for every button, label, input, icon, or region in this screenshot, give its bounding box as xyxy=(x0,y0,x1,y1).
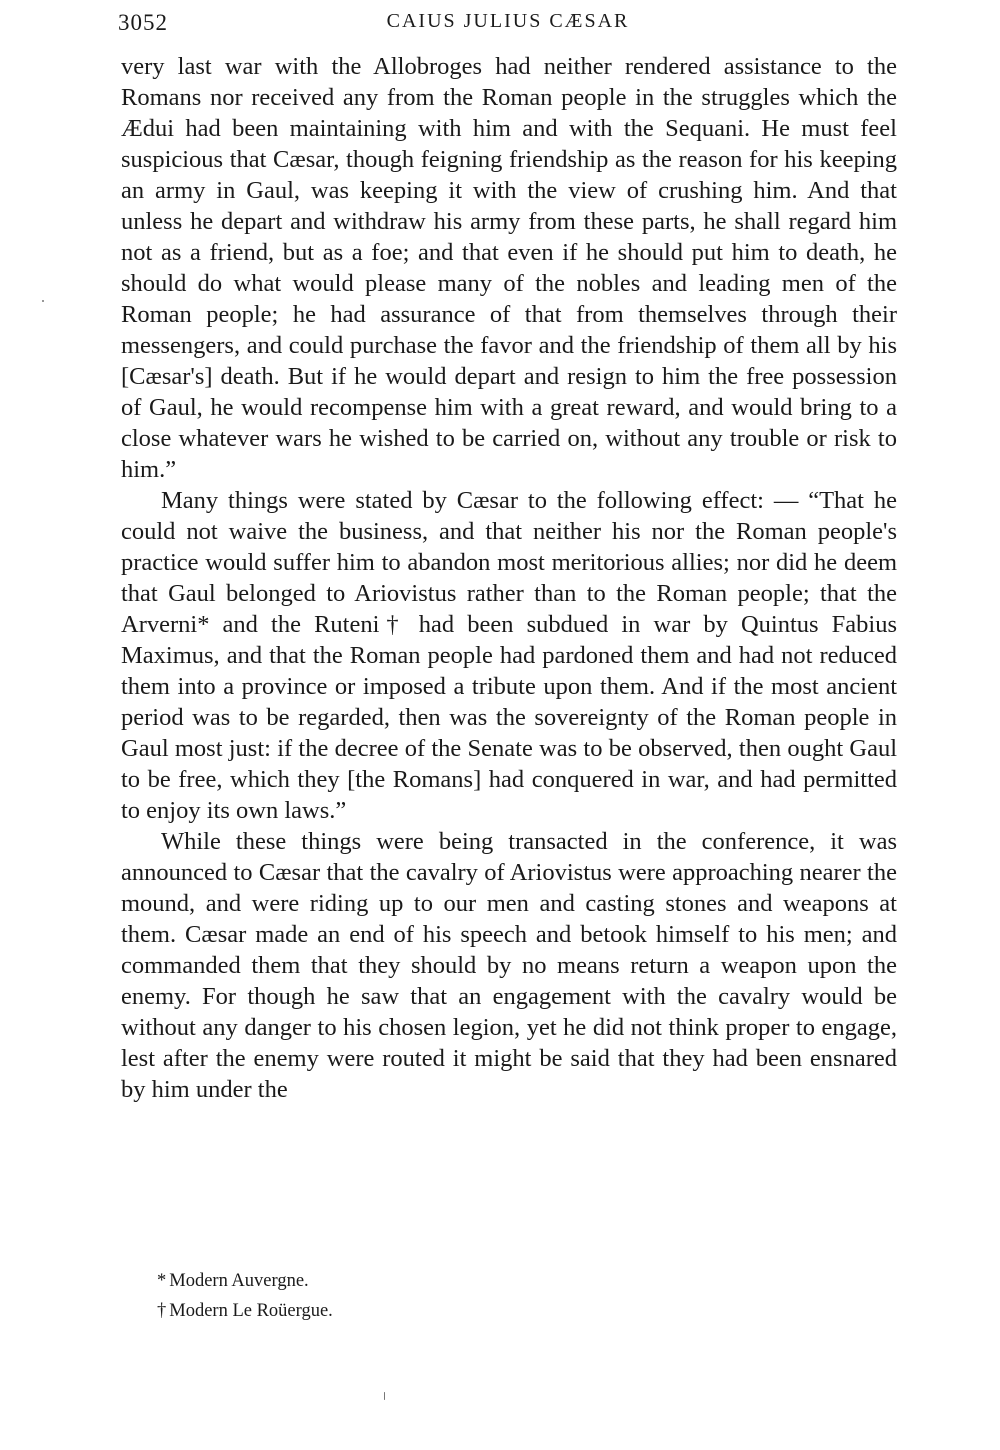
footnote-mark: * xyxy=(157,1271,167,1291)
paragraph-2: Many things were stated by Cæsar to the following effect: — “That he could not waive the business, and that neither his nor the Roman people's practice would suffer him to abandon most meritorious allies; nor did he deem that Gaul belonged to Ariovistus rather than to the Roman people; that the Arverni* and the Ruteni† had been subdued in war by Quintus Fabius Maximus, and that the Roman people had pardoned them and had not reduced them into a province or imposed a tribute upon them. And if the most ancient period was to be regarded, then was the sovereignty of the Roman people in Gaul most just: if the decree of the Senate was to be observed, then ought Gaul to be free, which they [the Romans] had conquered in war, and had permitted to enjoy its own laws.” xyxy=(121,487,897,824)
body-text xyxy=(121,51,897,1105)
footnote-text: Modern Auvergne. xyxy=(169,1271,309,1291)
paper-speck xyxy=(384,1392,385,1400)
footnote-mark: † xyxy=(157,1301,167,1321)
page-number: 3052 xyxy=(118,10,168,35)
footnote-2 xyxy=(157,1296,757,1326)
footnotes xyxy=(157,1266,757,1326)
paper-speck xyxy=(42,300,44,302)
paragraph-3: While these things were being transacted in the conference, it was announced to Cæsar that the cavalry of Ariovistus were approaching nearer the mound, and were riding up to our men and casting stones and weapons at them. Cæsar made an end of his speech and betook himself to his men; and commanded them that they should by no means return a weapon upon the enemy. For though he saw that an engagement with the cavalry would be without any danger to his chosen legion, yet he did not think proper to engage, lest after the enemy were routed it might be said that they had been ensnared by him under the xyxy=(121,828,897,1103)
paragraph-1: very last war with the Allobroges had neither rendered assistance to the Romans nor received any from the Roman people in the struggles which the Ædui had been maintaining with him and with the Sequani. He must feel suspicious that Cæsar, though feigning friendship as the reason for his keeping an army in Gaul, was keeping it with the view of crushing him. And that unless he depart and withdraw his army from these parts, he shall regard him not as a friend, but as a foe; and that even if he should put him to death, he should do what would please many of the nobles and leading men of the Roman people; he had assurance of that from themselves through their messengers, and could purchase the favor and the friendship of them all by his [Cæsar's] death. But if he would depart and resign to him the free possession of Gaul, he would recompense him with a great reward, and would bring to a close whatever wars he wished to be carried on, without any trouble or risk to him.” xyxy=(121,53,897,483)
running-title: CAIUS JULIUS CÆSAR xyxy=(386,10,630,32)
footnote-1 xyxy=(157,1266,757,1296)
page-header xyxy=(118,6,898,40)
footnote-text: Modern Le Roüergue. xyxy=(169,1301,333,1321)
